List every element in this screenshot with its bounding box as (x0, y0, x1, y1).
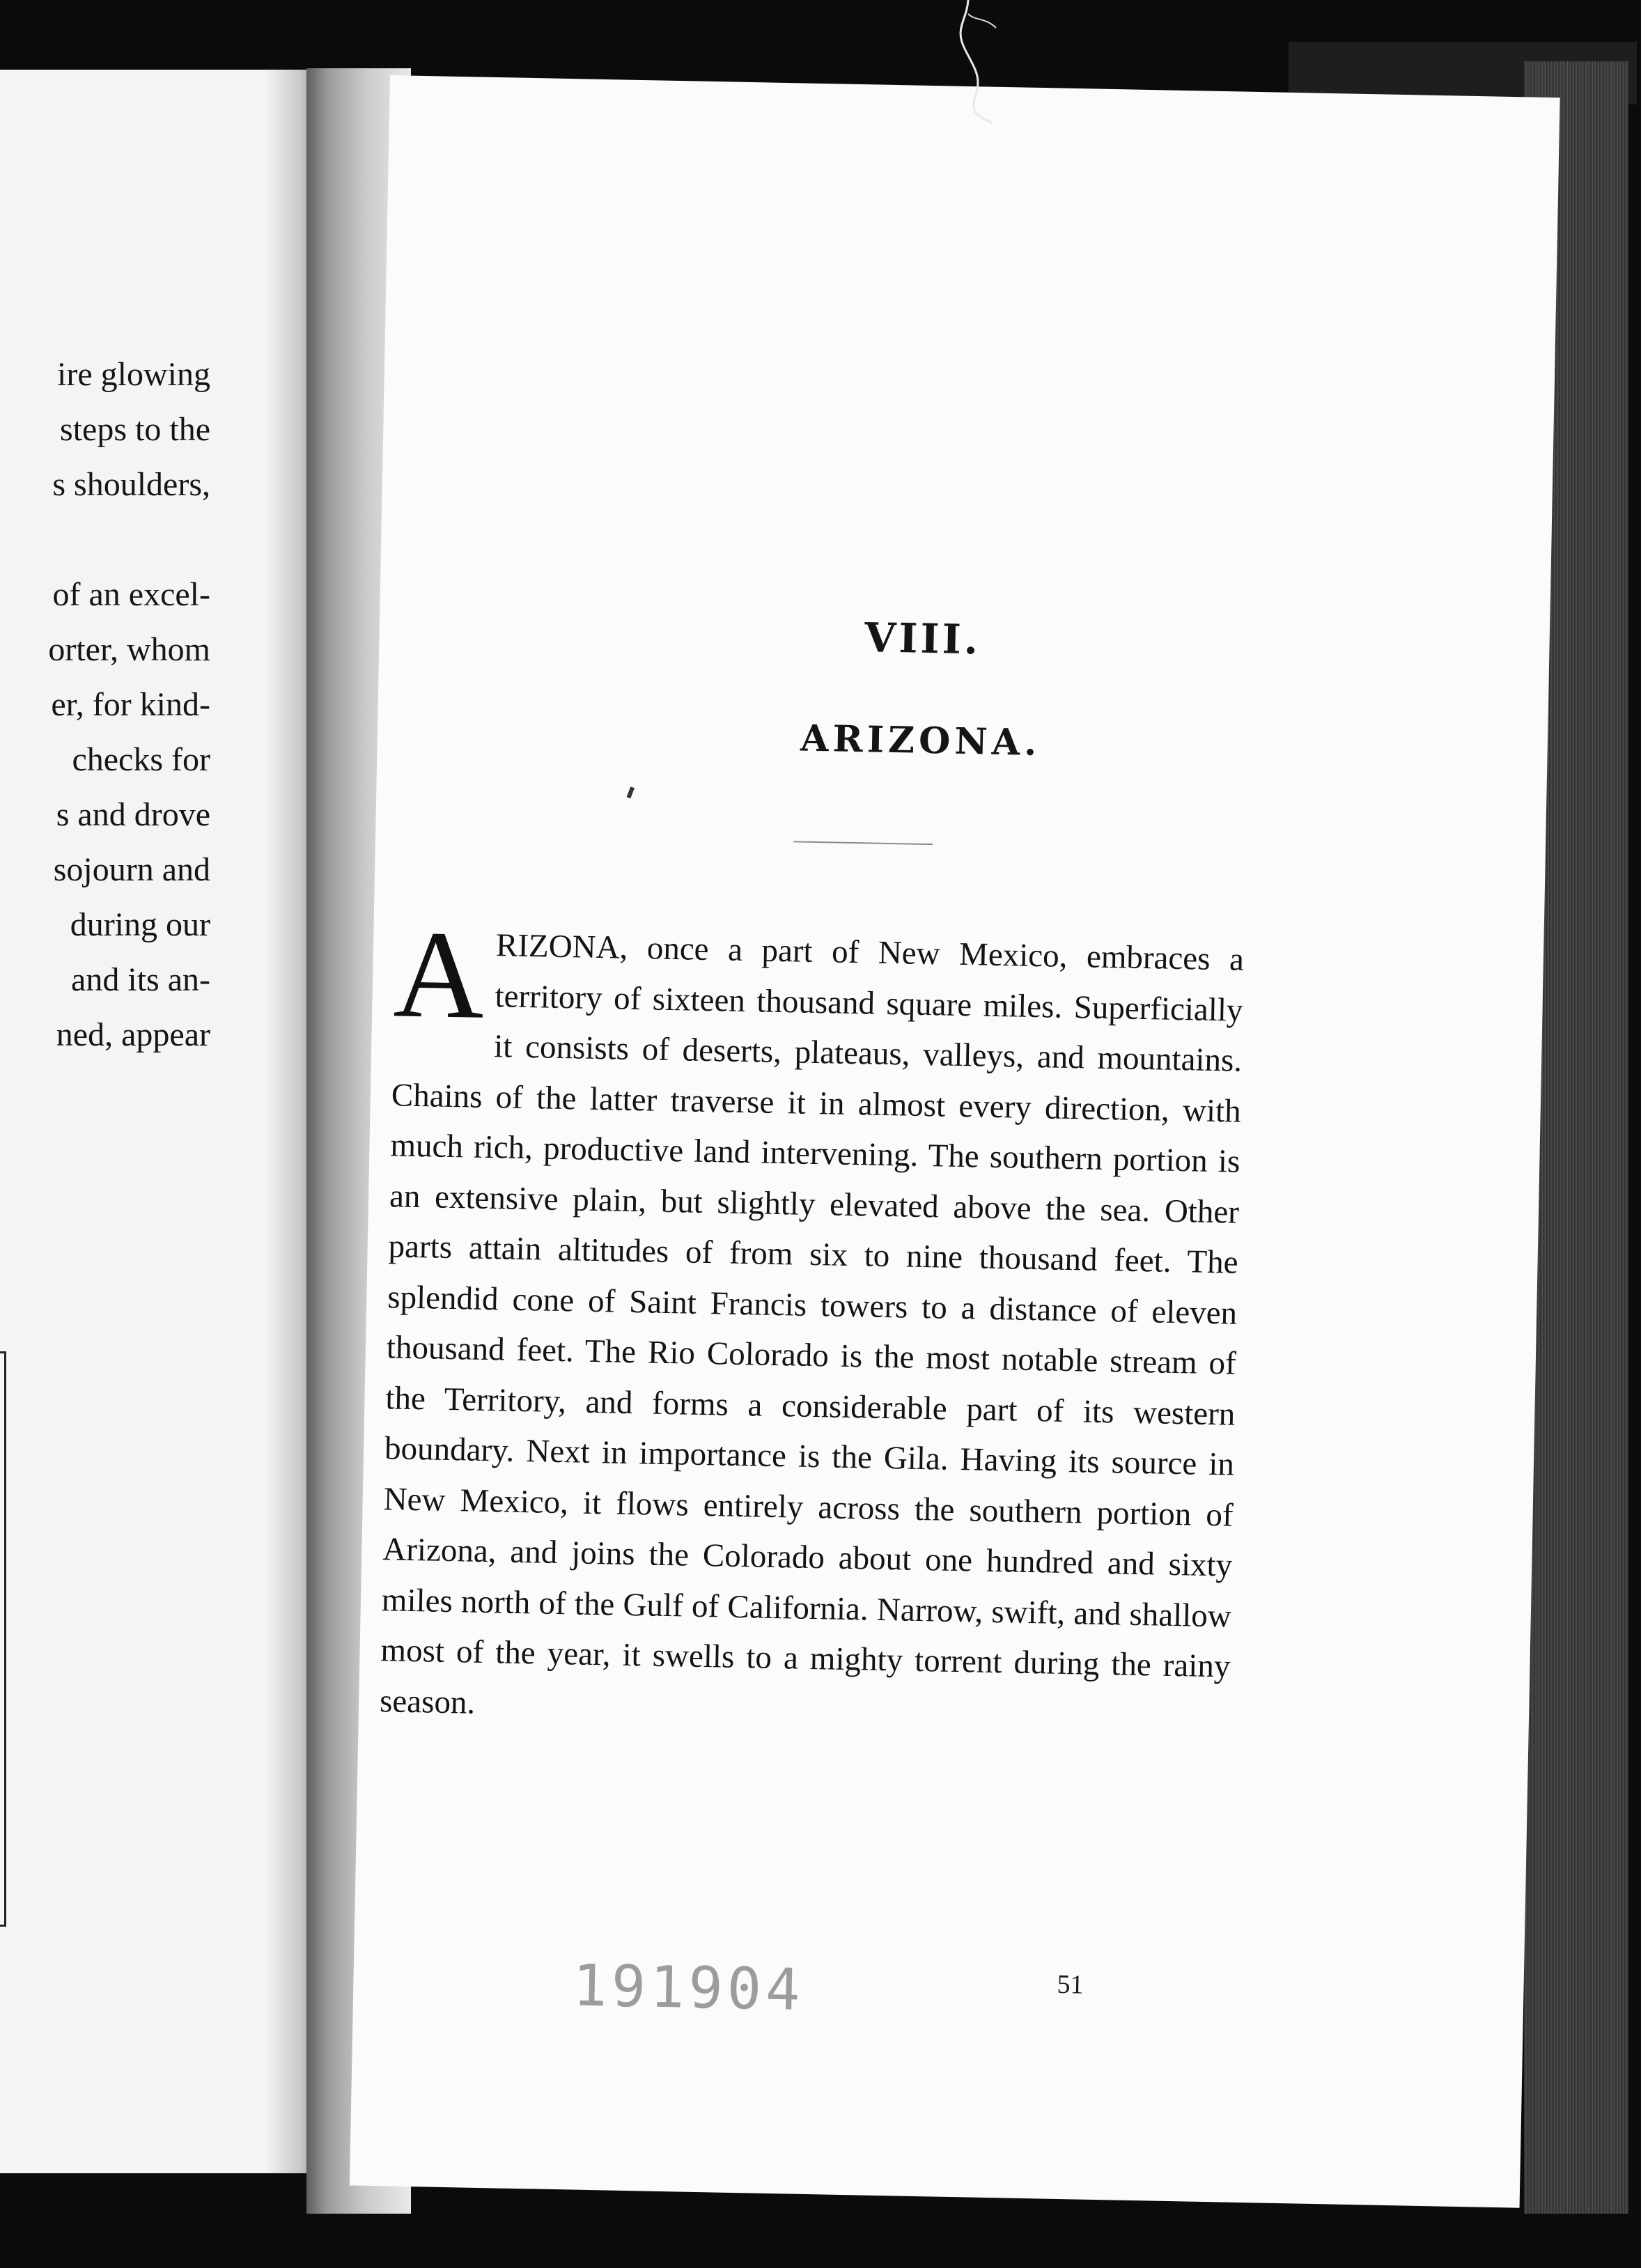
left-line: checks for (72, 741, 210, 778)
right-page (350, 75, 1560, 2208)
left-line: during our (70, 906, 210, 943)
left-line: of an excel- (52, 576, 210, 613)
left-line: s shoulders, (52, 466, 210, 503)
page-number: 51 (1057, 1969, 1084, 2000)
left-paragraph-gap (48, 512, 210, 567)
left-line: and its an- (71, 961, 210, 998)
drop-cap: A (392, 904, 486, 1045)
library-stamp-number: 191904 (572, 1952, 805, 2024)
left-line: orter, whom (48, 631, 210, 668)
chapter-number: VIII. (864, 614, 981, 664)
left-line: ire glowing (57, 356, 210, 393)
left-line: sojourn and (53, 851, 210, 888)
body-paragraph: RIZONA, once a part of New Mexico, embraces a territory of sixteen thousand square miles. Superficially it consists of deserts, plateaus, valleys, and mountains. Chains of the latter traverse it in almost every direction, with much rich, productive land intervening. The southern portion is an extensive plain, but slightly elevated above the sea. Other parts attain altitudes of from six to nine thousand feet. The splendid cone of Saint Francis towers to a distance of eleven thousand feet. The Rio Colorado is the most notable stream of the Territory, and forms a considerable part of its western boundary. Next in importance is the Gila. Having its source in New Mexico, it flows entirely across the southern portion of Arizona, and joins the Colorado about one hundred and sixty miles north of the Gulf of California. Narrow, swift, and shallow most of the year, it swells to a mighty torrent during the rainy season. (379, 927, 1245, 1721)
left-line: er, for kind- (51, 686, 210, 723)
left-page-frame-edge (0, 1351, 6, 1927)
stray-ink-mark (627, 786, 635, 798)
thread-artifact (926, 0, 1010, 125)
left-line: s and drove (56, 796, 210, 833)
title-rule (793, 841, 933, 845)
left-page (0, 70, 315, 2173)
chapter-body (379, 904, 1245, 1742)
chapter-title: ARIZONA. (800, 717, 1041, 765)
left-line: steps to the (60, 411, 210, 448)
left-line: ned, appear (56, 1016, 210, 1053)
left-page-text (48, 347, 210, 1062)
